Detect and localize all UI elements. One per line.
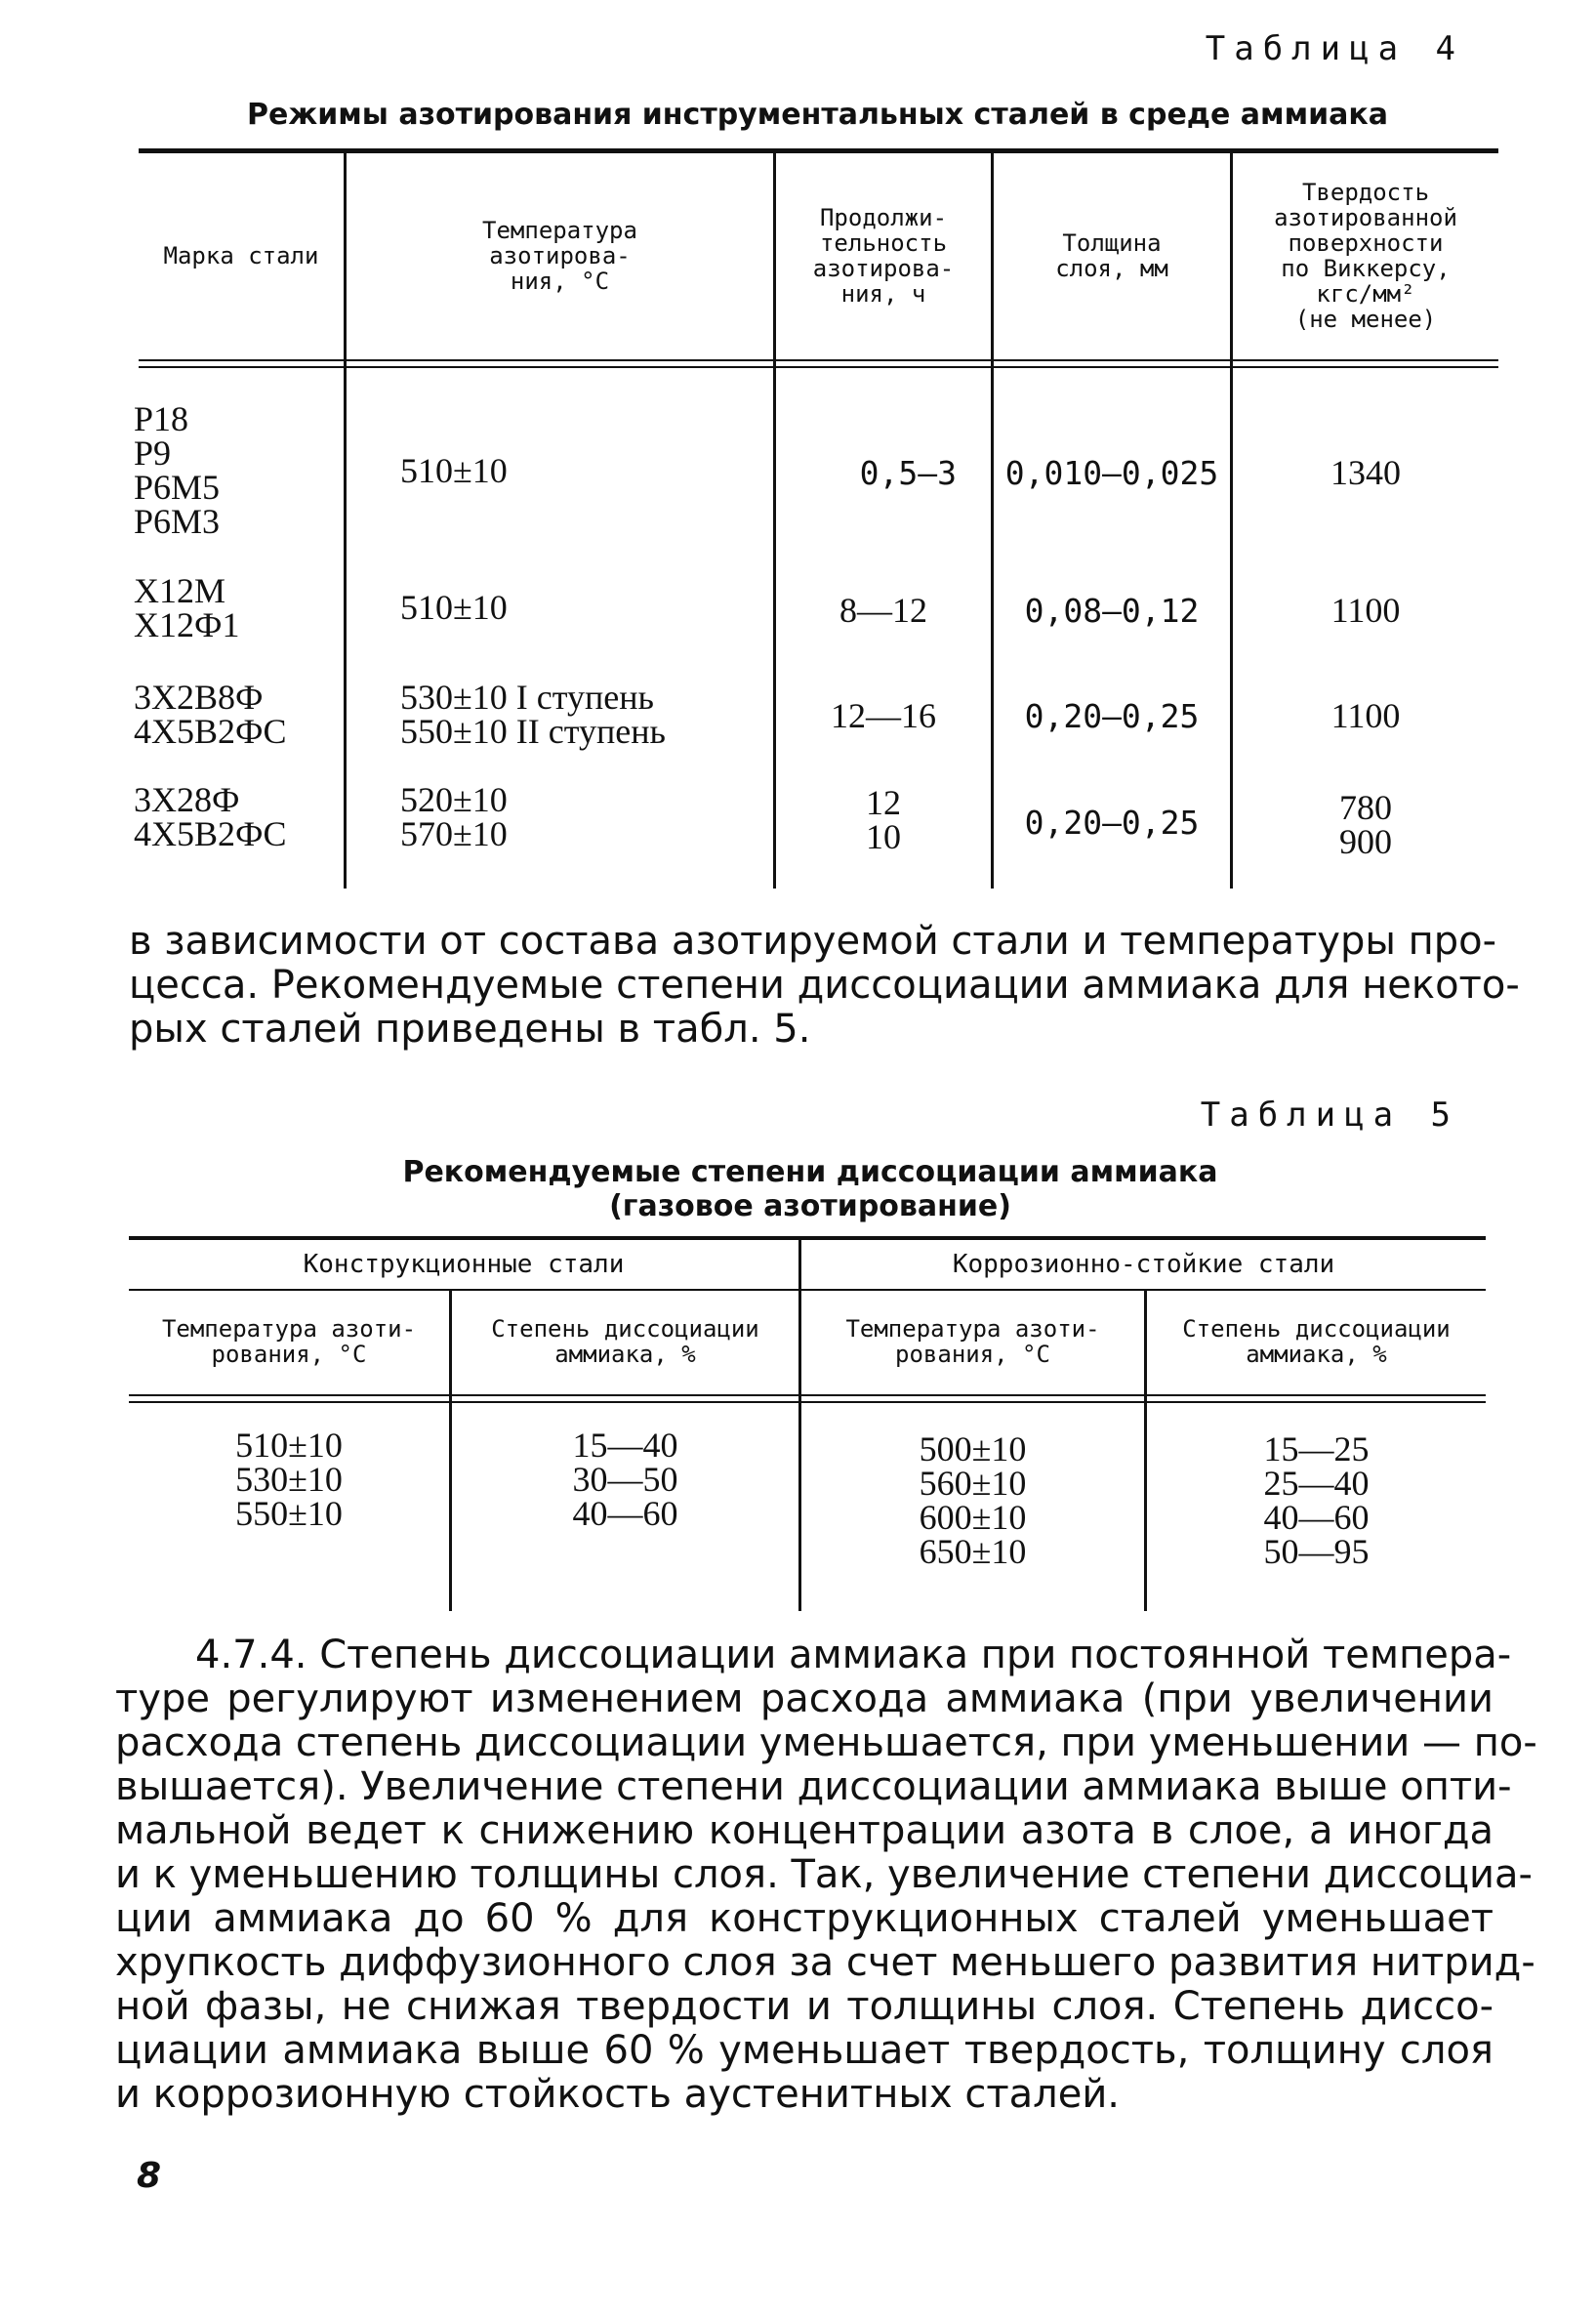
table4-row4-thickness: 0,20—0,25: [1024, 804, 1200, 842]
paragraph-line: вышается). Увеличение степени диссоциации аммиака выше опти-: [115, 1764, 1512, 1809]
paragraph-intro: [129, 919, 1520, 1052]
paragraph-line: ной фазы, не снижая твердости и толщины слоя. Степень диссо-: [115, 1984, 1494, 2029]
paragraph-line: хрупкость диффузионного слоя за счет меньшего развития нитрид-: [115, 1940, 1535, 1985]
table5-subheader-temp-corrosion: Температура азоти- рования, °С: [845, 1315, 1100, 1368]
paragraph-intro-line: в зависимости от состава азотируемой стали и температуры про-: [129, 919, 1497, 964]
table4-row3-temp: 530±10 I ступень 550±10 II ступень: [400, 678, 666, 751]
table4-row1-grades: Р18 Р9 Р6М5 Р6М3: [134, 399, 221, 541]
paragraph-intro-line: рых сталей приведены в табл. 5.: [129, 1007, 811, 1052]
table4-header-hardness: Твердость азотированной поверхности по Виккерсу, кгс/мм² (не менее): [1274, 179, 1457, 333]
table5-col-dissociation-corrosion: 15—25 25—40 40—60 50—95: [1263, 1429, 1370, 1571]
table5-title-line2: (газовое азотирование): [609, 1189, 1011, 1223]
page-number: 8: [137, 2156, 162, 2196]
table5-col-temp-structural: 510±10 530±10 550±10: [235, 1426, 343, 1533]
table5-subheader-dissociation-structural: Степень диссоциации аммиака, %: [491, 1315, 759, 1368]
table4-header-thickness: Толщина слоя, мм: [1055, 229, 1168, 282]
paragraph-line: ции аммиака до 60 % для конструкционных сталей уменьшает: [115, 1896, 1494, 1941]
table4-header-grade: Марка стали: [163, 242, 319, 269]
table4-row3-duration: 12—16: [831, 696, 936, 735]
paragraph-line: расхода степень диссоциации уменьшается, при уменьшении — по-: [115, 1720, 1537, 1765]
table4-header-temperature: Температура азотирова- ния, °С: [482, 217, 637, 295]
table4-row2-duration: 8—12: [839, 591, 927, 630]
table4-row1-thickness: 0,010—0,025: [1004, 454, 1219, 492]
table4-row3-hardness: 1100: [1330, 696, 1401, 735]
table4-header-duration: Продолжи- тельность азотирова- ния, ч: [812, 204, 955, 308]
paragraph-line: циации аммиака выше 60 % уменьшает твердость, толщину слоя: [115, 2028, 1494, 2073]
table4-header-rule-2: [139, 366, 1498, 368]
table4-row3-grades: 3Х2В8Ф 4Х5В2ФС: [134, 678, 287, 751]
table5-subheader-temp-structural: Температура азоти- рования, °С: [161, 1315, 417, 1368]
paragraph-line: и коррозионную стойкость аустенитных сталей.: [115, 2072, 1121, 2117]
table5-group-header-corrosion-resistant: Коррозионно-стойкие стали: [952, 1250, 1335, 1279]
table4-row2-thickness: 0,08—0,12: [1024, 592, 1200, 630]
table5-col-dissociation-structural: 15—40 30—50 40—60: [572, 1426, 678, 1533]
paragraph-line: и к уменьшению толщины слоя. Так, увеличение степени диссоциа-: [115, 1852, 1533, 1897]
table5-header-rule-2: [129, 1401, 1486, 1403]
paragraph-section-4-7-4: [115, 1633, 1537, 2117]
table5-col-temp-corrosion: 500±10 560±10 600±10 650±10: [919, 1429, 1027, 1571]
paragraph-line: 4.7.4. Степень диссоциации аммиака при постоянной темпера-: [195, 1633, 1512, 1677]
table4-title: Режимы азотирования инструментальных сталей в среде аммиака: [247, 98, 1388, 132]
table4-header-rule-1: [139, 359, 1498, 361]
table4-row1-duration: 0,5—3: [859, 454, 957, 492]
table4-row4-duration: 12 10: [866, 783, 901, 856]
table4-row2-grades: Х12М Х12Ф1: [134, 571, 240, 644]
paragraph-intro-line: цесса. Рекомендуемые степени диссоциации аммиака для некото-: [129, 963, 1520, 1008]
table4-row4-grades: 3Х28Ф 4Х5В2ФС: [134, 780, 287, 853]
table4-label: Таблица 4: [1205, 29, 1464, 68]
table4-row1-temp: 510±10: [400, 451, 508, 490]
table4-row4-temp: 520±10 570±10: [400, 780, 508, 853]
table5-label: Таблица 5: [1200, 1096, 1459, 1135]
table4-row2-temp: 510±10: [400, 588, 508, 627]
table5-title-line1: Рекомендуемые степени диссоциации аммиака: [402, 1155, 1218, 1189]
table5-group-header-structural: Конструкционные стали: [303, 1250, 625, 1279]
table4-row2-hardness: 1100: [1330, 591, 1401, 630]
table4-row1-hardness: 1340: [1330, 453, 1401, 492]
table5-subheader-dissociation-corrosion: Степень диссоциации аммиака, %: [1182, 1315, 1451, 1368]
paragraph-line: мальной ведет к снижению концентрации азота в слое, а иногда: [115, 1808, 1494, 1853]
table5-header-rule-1: [129, 1394, 1486, 1396]
paragraph-line: туре регулируют изменением расхода аммиака (при увеличении: [115, 1676, 1494, 1721]
table4-row3-thickness: 0,20—0,25: [1024, 697, 1200, 735]
table4-row4-hardness: 780 900: [1339, 788, 1392, 861]
